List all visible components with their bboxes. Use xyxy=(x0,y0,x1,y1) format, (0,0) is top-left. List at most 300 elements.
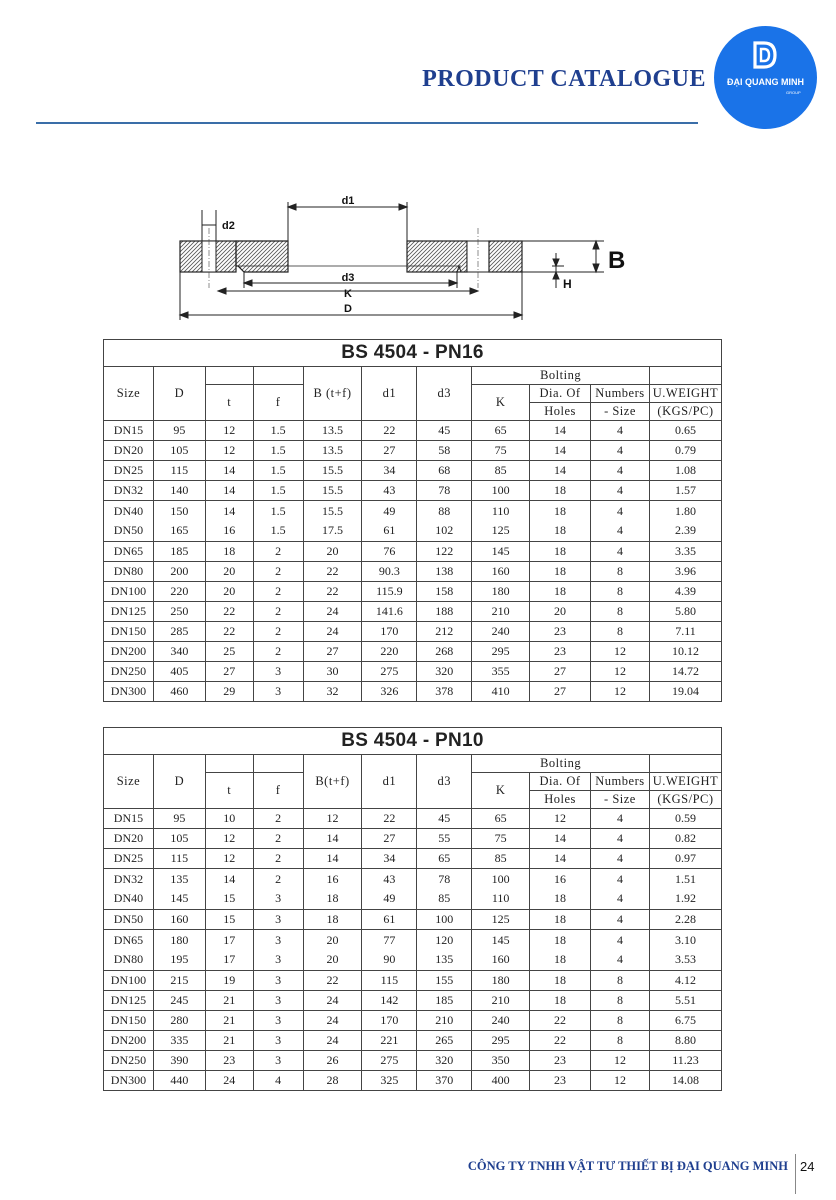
cell-value: 23 xyxy=(554,1053,567,1067)
table-cell xyxy=(104,1071,154,1091)
table-cell xyxy=(530,602,591,622)
cell-value: 105 xyxy=(170,443,189,457)
cell-value: 170 xyxy=(380,624,399,638)
table-cell xyxy=(253,642,303,662)
cell-value: 100 xyxy=(491,483,510,497)
cell-value: 14 xyxy=(554,463,567,477)
cell-value: 2 xyxy=(275,624,282,638)
table-cell xyxy=(205,622,253,642)
cell-value: 135 xyxy=(170,872,189,886)
cell-value: 275 xyxy=(380,664,399,678)
table-cell xyxy=(590,869,649,910)
header-t: t xyxy=(205,385,253,421)
label-k: K xyxy=(344,288,352,300)
table-cell xyxy=(205,481,253,501)
logo-d-icon xyxy=(752,40,778,70)
cell-value: 5.51 xyxy=(674,993,696,1007)
table-cell xyxy=(303,1011,362,1031)
table-cell xyxy=(649,1011,721,1031)
table-cell xyxy=(649,461,721,481)
table-cell xyxy=(205,662,253,682)
cell-value: 4 xyxy=(616,423,623,437)
cell-value: 90 xyxy=(383,952,396,966)
table-cell xyxy=(253,809,303,829)
table-row xyxy=(104,542,722,562)
cell-value: DN20 xyxy=(113,443,144,457)
table-cell xyxy=(303,642,362,662)
cell-value: 6.75 xyxy=(674,1013,696,1027)
table-cell xyxy=(649,662,721,682)
cell-value: 2 xyxy=(275,872,282,886)
cell-value: 23 xyxy=(223,1053,236,1067)
cell-value: 285 xyxy=(170,624,189,638)
cell-value: 2 xyxy=(275,831,282,845)
cell-value: 0.79 xyxy=(674,443,696,457)
header-k: K xyxy=(472,773,530,809)
table-cell xyxy=(153,682,205,702)
header-bolting: Bolting xyxy=(472,755,650,773)
table-cell xyxy=(362,441,417,461)
table-row xyxy=(104,869,722,910)
table-cell xyxy=(530,501,591,542)
table-cell xyxy=(205,849,253,869)
label-d3: d3 xyxy=(341,272,355,284)
cell-value: 2 xyxy=(275,584,282,598)
table-cell xyxy=(153,662,205,682)
table-cell xyxy=(649,441,721,461)
header-b: B (t+f) xyxy=(303,367,362,421)
cell-value: 15 xyxy=(223,912,236,926)
table-cell xyxy=(205,562,253,582)
table-cell xyxy=(417,809,472,829)
cell-value: 4 xyxy=(616,831,623,845)
cell-value: 4.39 xyxy=(674,584,696,598)
table-cell xyxy=(362,542,417,562)
table-cell xyxy=(649,1031,721,1051)
table-title: BS 4504 - PN10 xyxy=(104,728,722,755)
cell-value: 188 xyxy=(435,604,454,618)
cell-value: 1.5 xyxy=(270,504,286,518)
table-cell xyxy=(303,829,362,849)
table-cell xyxy=(153,930,205,971)
table-cell xyxy=(303,441,362,461)
cell-value: 3 xyxy=(275,1033,282,1047)
cell-value: 0.97 xyxy=(674,851,696,865)
header-holes: Holes xyxy=(530,403,591,421)
cell-value: 4.12 xyxy=(674,973,696,987)
table-cell xyxy=(104,562,154,582)
table-cell xyxy=(417,930,472,971)
cell-value: DN25 xyxy=(113,851,144,865)
table-pn16 xyxy=(103,339,722,702)
table-cell xyxy=(303,461,362,481)
table-cell xyxy=(362,421,417,441)
cell-value: 3 xyxy=(275,1013,282,1027)
cell-value: 8 xyxy=(616,564,623,578)
table-cell xyxy=(530,910,591,930)
cell-value: 75 xyxy=(494,443,507,457)
header-dia-of: Dia. Of xyxy=(530,385,591,403)
table-cell xyxy=(153,991,205,1011)
table-cell xyxy=(590,622,649,642)
table-cell xyxy=(362,642,417,662)
cell-value: 24 xyxy=(223,1073,236,1087)
table-cell xyxy=(472,501,530,542)
cell-value: 3 xyxy=(275,1053,282,1067)
table-cell xyxy=(253,930,303,971)
table-cell xyxy=(104,481,154,501)
label-d2: d2 xyxy=(222,220,235,232)
cell-value: 26 xyxy=(326,1053,339,1067)
table-cell xyxy=(417,582,472,602)
label-h: H xyxy=(563,277,572,291)
table-cell xyxy=(253,662,303,682)
table-cell xyxy=(472,582,530,602)
cell-value: 150 xyxy=(170,504,189,518)
table-cell xyxy=(649,542,721,562)
table-cell xyxy=(417,481,472,501)
table-cell xyxy=(303,501,362,542)
cell-value: 3 xyxy=(275,664,282,678)
table-cell xyxy=(649,809,721,829)
table-cell xyxy=(530,869,591,910)
cell-value: 18 xyxy=(223,544,236,558)
cell-value: 95 xyxy=(173,811,186,825)
table-cell xyxy=(472,1051,530,1071)
cell-value: 240 xyxy=(491,624,510,638)
cell-value: 22 xyxy=(383,423,396,437)
table-cell xyxy=(417,1051,472,1071)
cell-value: DN200 xyxy=(110,644,147,658)
table-cell xyxy=(104,622,154,642)
table-cell xyxy=(253,869,303,910)
cell-value: 3 xyxy=(275,891,282,905)
cell-value: DN40 xyxy=(113,891,144,905)
table-title: BS 4504 - PN16 xyxy=(104,340,722,367)
table-row xyxy=(104,971,722,991)
cell-value: 4 xyxy=(616,544,623,558)
cell-value: DN40 xyxy=(113,504,144,518)
cell-value: 180 xyxy=(170,933,189,947)
table-cell xyxy=(590,991,649,1011)
cell-value: 24 xyxy=(326,1013,339,1027)
table-cell xyxy=(104,910,154,930)
cell-value: 3.53 xyxy=(674,952,696,966)
table-cell xyxy=(530,662,591,682)
cell-value: 4 xyxy=(616,891,623,905)
cell-value: 221 xyxy=(380,1033,399,1047)
cell-value: 141.6 xyxy=(375,604,403,618)
table-cell xyxy=(417,421,472,441)
table-cell xyxy=(417,622,472,642)
cell-value: 0.65 xyxy=(674,423,696,437)
cell-value: DN65 xyxy=(113,544,144,558)
cell-value: 2 xyxy=(275,604,282,618)
cell-value: 8 xyxy=(616,604,623,618)
cell-value: 2 xyxy=(275,851,282,865)
cell-value: 13.5 xyxy=(322,443,344,457)
table-cell xyxy=(253,1051,303,1071)
cell-value: 15.5 xyxy=(322,504,344,518)
table-cell xyxy=(530,441,591,461)
table-cell xyxy=(649,421,721,441)
cell-value: 4 xyxy=(616,851,623,865)
cell-value: 295 xyxy=(491,1033,510,1047)
table-cell xyxy=(153,461,205,481)
table-cell xyxy=(362,1071,417,1091)
table-cell xyxy=(205,1071,253,1091)
table-cell xyxy=(104,829,154,849)
table-cell xyxy=(530,582,591,602)
header-numbers: Numbers xyxy=(590,385,649,403)
cell-value: 24 xyxy=(326,624,339,638)
cell-value: DN80 xyxy=(113,952,144,966)
table-cell xyxy=(530,421,591,441)
cell-value: 405 xyxy=(170,664,189,678)
cell-value: 65 xyxy=(494,811,507,825)
table-cell xyxy=(153,869,205,910)
table-cell xyxy=(104,461,154,481)
table-cell xyxy=(153,542,205,562)
header-d: D xyxy=(153,755,205,809)
table-cell xyxy=(530,809,591,829)
table-row xyxy=(104,1051,722,1071)
table-cell xyxy=(253,542,303,562)
table-cell xyxy=(253,910,303,930)
header-d1: d1 xyxy=(362,755,417,809)
cell-value: 326 xyxy=(380,684,399,698)
table-cell xyxy=(303,421,362,441)
cell-value: 12 xyxy=(613,1053,626,1067)
cell-value: DN15 xyxy=(113,423,144,437)
table-cell xyxy=(253,582,303,602)
cell-value: 145 xyxy=(491,933,510,947)
cell-value: 1.08 xyxy=(674,463,696,477)
table-cell xyxy=(104,930,154,971)
table-cell xyxy=(472,662,530,682)
table-cell xyxy=(205,582,253,602)
table-cell xyxy=(303,562,362,582)
cell-value: 240 xyxy=(491,1013,510,1027)
table-cell xyxy=(417,662,472,682)
cell-value: DN50 xyxy=(113,523,144,537)
table-cell xyxy=(303,542,362,562)
table-cell xyxy=(530,481,591,501)
cell-value: 77 xyxy=(383,933,396,947)
cell-value: 65 xyxy=(438,851,451,865)
cell-value: 61 xyxy=(383,912,396,926)
cell-value: 12 xyxy=(613,644,626,658)
cell-value: 3.10 xyxy=(674,933,696,947)
company-logo xyxy=(714,26,817,129)
table-cell xyxy=(205,869,253,910)
table-cell xyxy=(590,809,649,829)
cell-value: 55 xyxy=(438,831,451,845)
table-cell xyxy=(153,421,205,441)
table-cell xyxy=(104,441,154,461)
cell-value: 145 xyxy=(491,544,510,558)
cell-value: 335 xyxy=(170,1033,189,1047)
table-cell xyxy=(205,602,253,622)
cell-value: 165 xyxy=(170,523,189,537)
table-cell xyxy=(590,1071,649,1091)
table-cell xyxy=(303,910,362,930)
table-cell xyxy=(590,682,649,702)
table-cell xyxy=(104,501,154,542)
cell-value: 195 xyxy=(170,952,189,966)
cell-value: 27 xyxy=(326,644,339,658)
table-cell xyxy=(253,1031,303,1051)
cell-value: 27 xyxy=(223,664,236,678)
cell-value: 3 xyxy=(275,684,282,698)
cell-value: 85 xyxy=(494,851,507,865)
page-title: PRODUCT CATALOGUE xyxy=(422,66,706,92)
cell-value: 4 xyxy=(616,872,623,886)
cell-value: 1.57 xyxy=(674,483,696,497)
table-cell xyxy=(530,829,591,849)
cell-value: 8 xyxy=(616,584,623,598)
cell-value: 24 xyxy=(326,604,339,618)
header-u-weight: U.WEIGHT xyxy=(649,385,721,403)
table-cell xyxy=(417,1011,472,1031)
cell-value: 320 xyxy=(435,1053,454,1067)
table-cell xyxy=(153,622,205,642)
table-cell xyxy=(303,602,362,622)
table-cell xyxy=(417,869,472,910)
table-cell xyxy=(649,869,721,910)
table-cell xyxy=(362,991,417,1011)
cell-value: 21 xyxy=(223,1013,236,1027)
header-u-weight: U.WEIGHT xyxy=(649,773,721,791)
table-cell xyxy=(472,481,530,501)
cell-value: 75 xyxy=(494,831,507,845)
cell-value: 115 xyxy=(170,463,189,477)
cell-value: DN32 xyxy=(113,872,144,886)
table-cell xyxy=(362,829,417,849)
cell-value: 85 xyxy=(494,463,507,477)
table-cell xyxy=(104,642,154,662)
cell-value: 2 xyxy=(275,644,282,658)
cell-value: 160 xyxy=(170,912,189,926)
cell-value: 14 xyxy=(554,443,567,457)
table-row xyxy=(104,582,722,602)
cell-value: DN15 xyxy=(113,811,144,825)
cell-value: 105 xyxy=(170,831,189,845)
cell-value: 10.12 xyxy=(671,644,699,658)
cell-value: 27 xyxy=(554,664,567,678)
table-cell xyxy=(362,1031,417,1051)
cell-value: DN100 xyxy=(110,584,147,598)
cell-value: 15.5 xyxy=(322,463,344,477)
header-d: D xyxy=(153,367,205,421)
table-cell xyxy=(530,1011,591,1031)
table-cell xyxy=(590,930,649,971)
cell-value: 8 xyxy=(616,1013,623,1027)
cell-value: 210 xyxy=(435,1013,454,1027)
cell-value: 8.80 xyxy=(674,1033,696,1047)
table-cell xyxy=(205,991,253,1011)
table-cell xyxy=(153,1011,205,1031)
table-cell xyxy=(104,682,154,702)
cell-value: 410 xyxy=(491,684,510,698)
cell-value: 24 xyxy=(326,1033,339,1047)
cell-value: 0.59 xyxy=(674,811,696,825)
table-cell xyxy=(362,461,417,481)
table-cell xyxy=(590,1051,649,1071)
cell-value: 12 xyxy=(613,664,626,678)
cell-value: 20 xyxy=(223,564,236,578)
table-cell xyxy=(472,1011,530,1031)
table-cell xyxy=(205,542,253,562)
table-cell xyxy=(104,662,154,682)
header-b: B(t+f) xyxy=(303,755,362,809)
cell-value: 2 xyxy=(275,564,282,578)
cell-value: 27 xyxy=(554,684,567,698)
header-d3: d3 xyxy=(417,367,472,421)
cell-value: 18 xyxy=(326,912,339,926)
table-cell xyxy=(362,809,417,829)
table-cell xyxy=(417,642,472,662)
table-row xyxy=(104,642,722,662)
table-cell xyxy=(472,642,530,662)
cell-value: 158 xyxy=(435,584,454,598)
cell-value: 200 xyxy=(170,564,189,578)
table-cell xyxy=(472,849,530,869)
table-row xyxy=(104,910,722,930)
cell-value: 4 xyxy=(616,523,623,537)
cell-value: 11.23 xyxy=(672,1053,699,1067)
cell-value: DN150 xyxy=(110,624,147,638)
cell-value: 17 xyxy=(223,952,236,966)
table-cell xyxy=(530,971,591,991)
cell-value: 160 xyxy=(491,952,510,966)
table-cell xyxy=(253,421,303,441)
header-bolting: Bolting xyxy=(472,367,650,385)
table-cell xyxy=(417,461,472,481)
header-divider xyxy=(36,122,698,124)
table-cell xyxy=(649,971,721,991)
cell-value: 18 xyxy=(554,891,567,905)
cell-value: 1.51 xyxy=(674,872,696,886)
cell-value: 170 xyxy=(380,1013,399,1027)
table-cell xyxy=(303,809,362,829)
table-cell xyxy=(472,1071,530,1091)
table-cell xyxy=(590,642,649,662)
cell-value: 12 xyxy=(223,851,236,865)
cell-value: 21 xyxy=(223,1033,236,1047)
table-cell xyxy=(104,869,154,910)
cell-value: 160 xyxy=(491,564,510,578)
table-cell xyxy=(205,1011,253,1031)
logo-sub: GROUP xyxy=(786,90,801,95)
table-cell xyxy=(362,910,417,930)
cell-value: 14 xyxy=(223,463,236,477)
table-cell xyxy=(472,682,530,702)
table-pn10 xyxy=(103,727,722,1091)
table-cell xyxy=(303,682,362,702)
table-cell xyxy=(472,461,530,481)
table-cell xyxy=(590,421,649,441)
table-row xyxy=(104,1031,722,1051)
table-row xyxy=(104,662,722,682)
cell-value: 90.3 xyxy=(378,564,400,578)
cell-value: 19.04 xyxy=(671,684,699,698)
table-cell xyxy=(649,910,721,930)
cell-value: 3 xyxy=(275,933,282,947)
table-cell xyxy=(417,602,472,622)
cell-value: 122 xyxy=(435,544,454,558)
logo-name: ĐẠI QUANG MINH xyxy=(727,77,804,87)
